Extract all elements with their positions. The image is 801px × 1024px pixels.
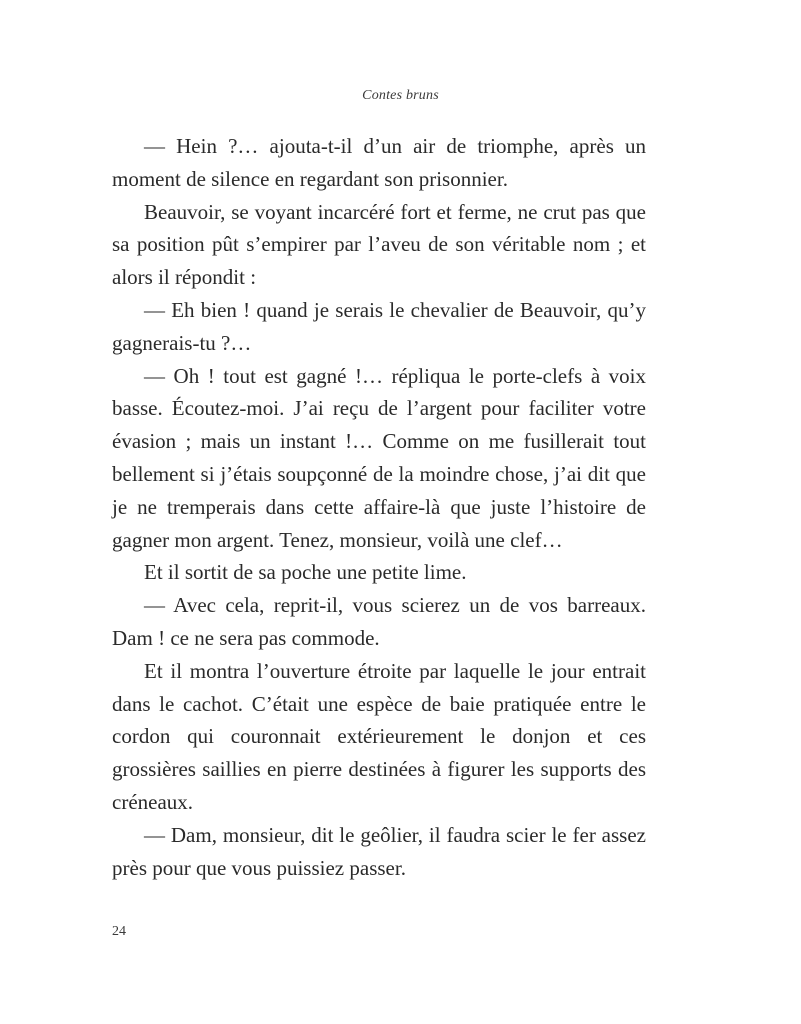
- paragraph: — Dam, monsieur, dit le geôlier, il faudra scier le fer assez près pour que vous puissiez passer.: [112, 822, 646, 880]
- page-number: 24: [112, 924, 126, 939]
- paragraph: Et il sortit de sa poche une petite lime.: [144, 560, 467, 585]
- paragraph: — Eh bien ! quand je serais le chevalier de Beauvoir, qu’y gagnerais-tu ?…: [112, 297, 646, 355]
- paragraph: — Oh ! tout est gagné !… répliqua le porte-clefs à voix basse. Écoutez-moi. J’ai reçu de l’argent pour faciliter votre évasion ; mais un instant !… Comme on me fusillerait tout bellement si j’étais soupçonné de la moindre chose, j’ai dit que je ne tremperais dans cette affaire-là que juste l’histoire de gagner mon argent. Tenez, monsieur, voilà une clef…: [112, 363, 646, 552]
- paragraph: Beauvoir, se voyant incarcéré fort et ferme, ne crut pas que sa position pût s’empirer par l’aveu de son véritable nom ; et alors il répondit :: [112, 199, 646, 290]
- paragraph: — Avec cela, reprit-il, vous scierez un de vos barreaux. Dam ! ce ne sera pas commode.: [112, 593, 646, 650]
- body-text: [112, 130, 646, 884]
- paragraph: — Hein ?… ajouta-t-il d’un air de triomphe, après un moment de silence en regardant son prisonnier.: [112, 134, 646, 191]
- running-title: Contes bruns: [362, 88, 439, 103]
- paragraph: Et il montra l’ouverture étroite par laquelle le jour entrait dans le cachot. C’était une espèce de baie pratiquée entre le cordon qui couronnait extérieurement le donjon et ces grossières saillies en pierre destinées à figurer les supports des créneaux.: [112, 658, 646, 814]
